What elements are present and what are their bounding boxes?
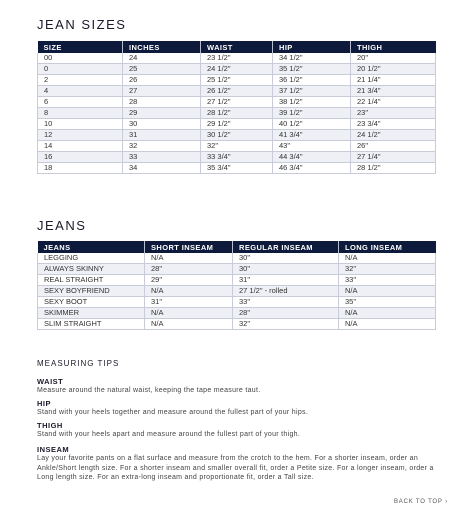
table-cell: N/A (145, 286, 233, 297)
tip-heading: INSEAM (37, 445, 70, 454)
table-cell: 35 1/2" (273, 64, 351, 75)
table-row (38, 119, 436, 130)
tip-inseam (37, 445, 447, 483)
table-row (38, 152, 436, 163)
table-row (38, 64, 436, 75)
table-cell: 28 (123, 97, 201, 108)
table-cell: 29" (145, 275, 233, 286)
table-cell: 31" (145, 297, 233, 308)
table-cell: N/A (145, 253, 233, 264)
table-cell: 38 1/2" (273, 97, 351, 108)
size-cell: 4 (38, 86, 123, 97)
table-cell: 32 (123, 141, 201, 152)
column-header: THIGH (351, 41, 436, 53)
back-to-top-link[interactable]: BACK TO TOP › (394, 499, 448, 505)
table-cell: 28" (233, 308, 339, 319)
table-cell: 25 (123, 64, 201, 75)
table-cell: N/A (339, 253, 436, 264)
table-cell: 34 1/2" (273, 53, 351, 64)
jean-sizes-table (37, 41, 436, 174)
table-row (38, 253, 436, 264)
column-header: LONG INSEAM (339, 241, 436, 253)
column-header: SIZE (38, 41, 123, 53)
table-cell: 20" (351, 53, 436, 64)
table-cell: N/A (339, 308, 436, 319)
size-cell: 8 (38, 108, 123, 119)
table-cell: 31" (233, 275, 339, 286)
table-cell: 27 (123, 86, 201, 97)
table-cell: 20 1/2" (351, 64, 436, 75)
tip-text: Lay your favorite pants on a flat surface and measure from the crotch to the hem. For a shorter inseam, order an Ankle/Short length size. For a shorter inseam and smaller overall fit, order a Petite size. For a longer inseam, order a Long length size. For an extra-long inseam and proportionate fit, order a Tall size. (37, 455, 434, 481)
size-cell: 10 (38, 119, 123, 130)
table-cell: 32" (201, 141, 273, 152)
table-cell: 26 (123, 75, 201, 86)
jeans-title: JEANS (37, 218, 87, 233)
fit-name-cell: SEXY BOOT (38, 297, 145, 308)
table-row (38, 75, 436, 86)
table-cell: N/A (339, 286, 436, 297)
table-cell: 30" (233, 253, 339, 264)
table-row (38, 163, 436, 174)
table-cell: 30" (233, 264, 339, 275)
table-row (38, 286, 436, 297)
fit-name-cell: LEGGING (38, 253, 145, 264)
jeans-inseam-table (37, 241, 436, 330)
table-cell: 41 3/4" (273, 130, 351, 141)
table-row (38, 86, 436, 97)
table-row (38, 130, 436, 141)
table-cell: N/A (145, 308, 233, 319)
tip-thigh (37, 421, 447, 440)
table-cell: N/A (145, 319, 233, 330)
size-cell: 18 (38, 163, 123, 174)
size-cell: 16 (38, 152, 123, 163)
table-cell: 34 (123, 163, 201, 174)
table-cell: N/A (339, 319, 436, 330)
fit-name-cell: ALWAYS SKINNY (38, 264, 145, 275)
size-cell: 2 (38, 75, 123, 86)
table-row (38, 53, 436, 64)
table-cell: 40 1/2" (273, 119, 351, 130)
table-cell: 29 (123, 108, 201, 119)
size-cell: 0 (38, 64, 123, 75)
table-cell: 39 1/2" (273, 108, 351, 119)
table-cell: 23" (351, 108, 436, 119)
size-cell: 00 (38, 53, 123, 64)
table-cell: 28 1/2" (201, 108, 273, 119)
tip-heading: HIP (37, 399, 52, 408)
table-cell: 22 1/4" (351, 97, 436, 108)
table-cell: 30 (123, 119, 201, 130)
table-cell: 33 3/4" (201, 152, 273, 163)
tip-heading: THIGH (37, 421, 63, 430)
tip-waist (37, 377, 447, 396)
table-cell: 27 1/2" (201, 97, 273, 108)
table-cell: 24 1/2" (201, 64, 273, 75)
table-cell: 46 3/4" (273, 163, 351, 174)
table-row (38, 97, 436, 108)
tip-text: Stand with your heels apart and measure around the fullest part of your thigh. (37, 431, 301, 438)
table-cell: 23 1/2" (201, 53, 273, 64)
fit-name-cell: SKIMMER (38, 308, 145, 319)
table-cell: 33" (339, 275, 436, 286)
table-cell: 24 1/2" (351, 130, 436, 141)
table-cell: 31 (123, 130, 201, 141)
table-cell: 21 3/4" (351, 86, 436, 97)
table-cell: 28 1/2" (351, 163, 436, 174)
measuring-tips-title: MEASURING TIPS (37, 359, 120, 368)
jean-sizes-title: JEAN SIZES (37, 17, 127, 32)
fit-name-cell: SEXY BOYFRIEND (38, 286, 145, 297)
table-row (38, 141, 436, 152)
size-cell: 6 (38, 97, 123, 108)
table-row (38, 297, 436, 308)
table-row (38, 264, 436, 275)
table-cell: 37 1/2" (273, 86, 351, 97)
table-cell: 36 1/2" (273, 75, 351, 86)
fit-name-cell: SLIM STRAIGHT (38, 319, 145, 330)
table-cell: 32" (339, 264, 436, 275)
column-header: JEANS (38, 241, 145, 253)
table-cell: 35" (339, 297, 436, 308)
table-cell: 25 1/2" (201, 75, 273, 86)
table-row (38, 308, 436, 319)
tip-hip (37, 399, 447, 418)
table-cell: 27 1/4" (351, 152, 436, 163)
column-header: REGULAR INSEAM (233, 241, 339, 253)
size-cell: 14 (38, 141, 123, 152)
size-cell: 12 (38, 130, 123, 141)
table-cell: 33 (123, 152, 201, 163)
tip-heading: WAIST (37, 377, 64, 386)
table-cell: 21 1/4" (351, 75, 436, 86)
table-cell: 24 (123, 53, 201, 64)
table-cell: 44 3/4" (273, 152, 351, 163)
table-row (38, 108, 436, 119)
column-header: HIP (273, 41, 351, 53)
column-header: WAIST (201, 41, 273, 53)
table-cell: 23 3/4" (351, 119, 436, 130)
table-cell: 43" (273, 141, 351, 152)
column-header: SHORT INSEAM (145, 241, 233, 253)
column-header: INCHES (123, 41, 201, 53)
table-cell: 32" (233, 319, 339, 330)
table-row (38, 319, 436, 330)
table-cell: 28" (145, 264, 233, 275)
table-cell: 26 1/2" (201, 86, 273, 97)
table-cell: 30 1/2" (201, 130, 273, 141)
tip-text: Stand with your heels together and measure around the fullest part of your hips. (37, 409, 309, 416)
table-cell: 27 1/2" - rolled (233, 286, 339, 297)
table-cell: 29 1/2" (201, 119, 273, 130)
table-row (38, 275, 436, 286)
tip-text: Measure around the natural waist, keeping the tape measure taut. (37, 387, 261, 394)
table-cell: 35 3/4" (201, 163, 273, 174)
table-cell: 26" (351, 141, 436, 152)
fit-name-cell: REAL STRAIGHT (38, 275, 145, 286)
table-cell: 33" (233, 297, 339, 308)
